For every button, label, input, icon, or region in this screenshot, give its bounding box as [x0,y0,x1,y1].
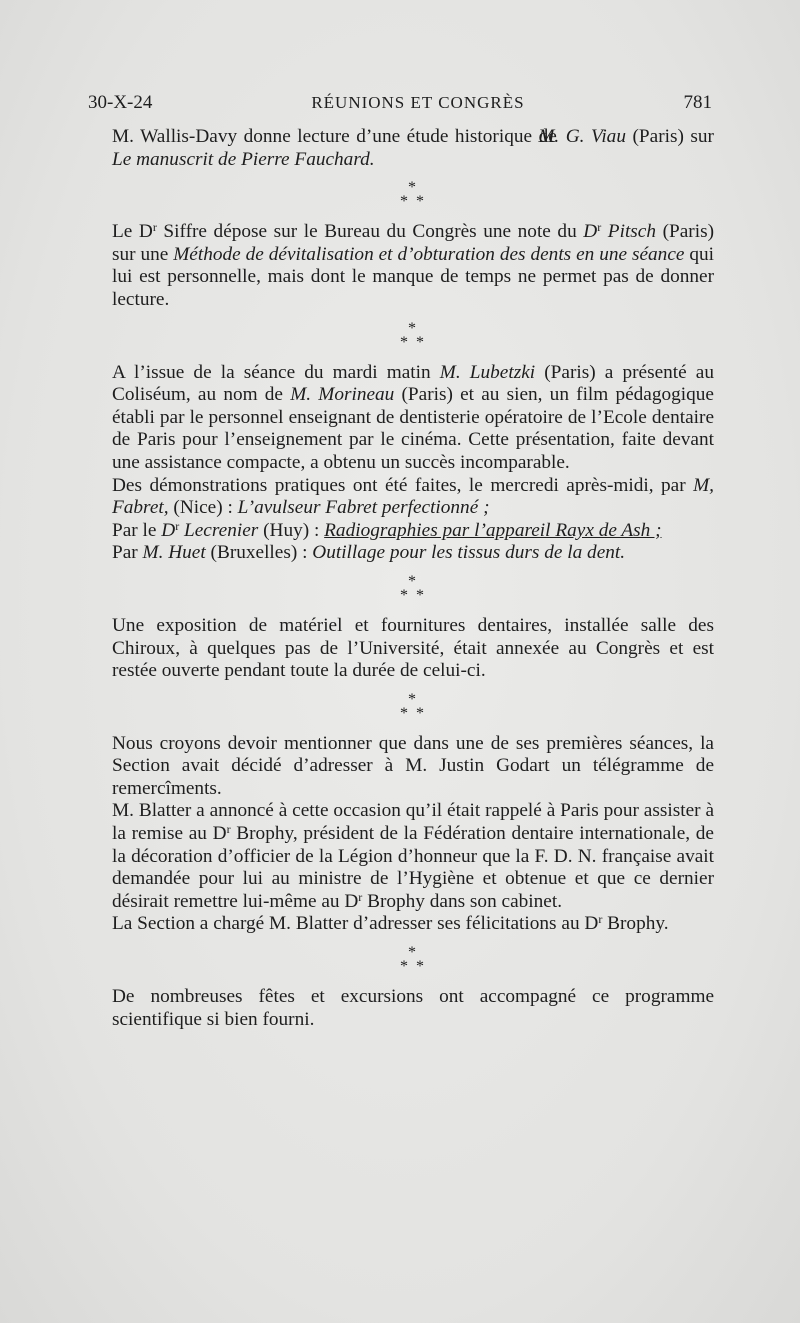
paragraph: Le $D^r$ Siffre dépose sur le Bureau du Congrès une note du $D^r$ Pitsch (Paris) sur une Méthode de dévitalisation et d’obturation des dents en une séance qui lui est personnelle, mais dont le manque de temps ne permet pas de donner lecture. [112,220,714,310]
paragraph: Une exposition de matériel et fournitures dentaires, installée salle des Chiroux, à quelques pas de l’Université, était annexée au Congrès et est restée ouverte pendant toute la durée de celui-ci. [112,614,714,682]
paragraph: M. Wallis-Davy donne lecture d’une étude historique de M. G. Viau (Paris) sur Le manuscrit de Pierre Fauchard. [112,126,714,170]
paragraph: M. Blatter a annoncé à cette occasion qu’il était rappelé à Paris pour assister à la remise au $D^r$ Brophy, président de la Fédération dentaire internationale, de la décoration d’officier de la Légion d’honneur que la F. D. N. française avait demandée pour lui au ministre de l’Hygiène et obtenue et que ce dernier désirait remettre lui-même au $D^r$ Brophy dans son cabinet. [112,800,714,912]
header-title: RÉUNIONS ET CONGRÈS [311,93,525,112]
asterism: * * * [400,944,426,976]
asterism: * * * [400,572,426,604]
page-number: 781 [683,92,712,113]
paragraph: A l’issue de la séance du mardi matin M. Lubetzki (Paris) a présenté au Coliséum, au nom de M. Morineau (Paris) et au sien, un film pédagogique établi par le personnel enseignant de dentisterie opératoire de l’Ecole dentaire de Paris pour l’enseignement par le cinéma. Cette présentation, faite devant une assistance compacte, a obtenu un succès incomparable. [112,361,715,473]
paragraph: De nombreuses fêtes et excursions ont accompagné ce programme scientifique si bien fourni. [112,986,714,1030]
body-text [112,126,714,1031]
header-date: 30-X-24 [88,92,153,113]
paragraph: Par M. Huet (Bruxelles) : Outillage pour les tissus durs de la dent. [112,542,626,564]
paragraph: Nous croyons devoir mentionner que dans une de ses premières séances, la Section avait décidé d’adresser à M. Justin Godart un télégramme de remercîments. [112,732,714,799]
asterism: * * * [400,319,426,351]
paragraph: Par le $D^r$ Lecrenier (Huy) : Radiographies par l’appareil Rayx de Ash ; [112,518,662,541]
running-header [88,92,712,120]
asterism: * * * [400,690,426,722]
asterism: * * * [400,179,426,211]
paragraph: Des démonstrations pratiques ont été faites, le mercredi après-midi, par M, Fabret, (Nice) : L’avulseur Fabret perfectionné ; [112,474,714,519]
paragraph: La Section a chargé M. Blatter d’adresser ses félicitations au $D^r$ Brophy. [112,912,669,935]
